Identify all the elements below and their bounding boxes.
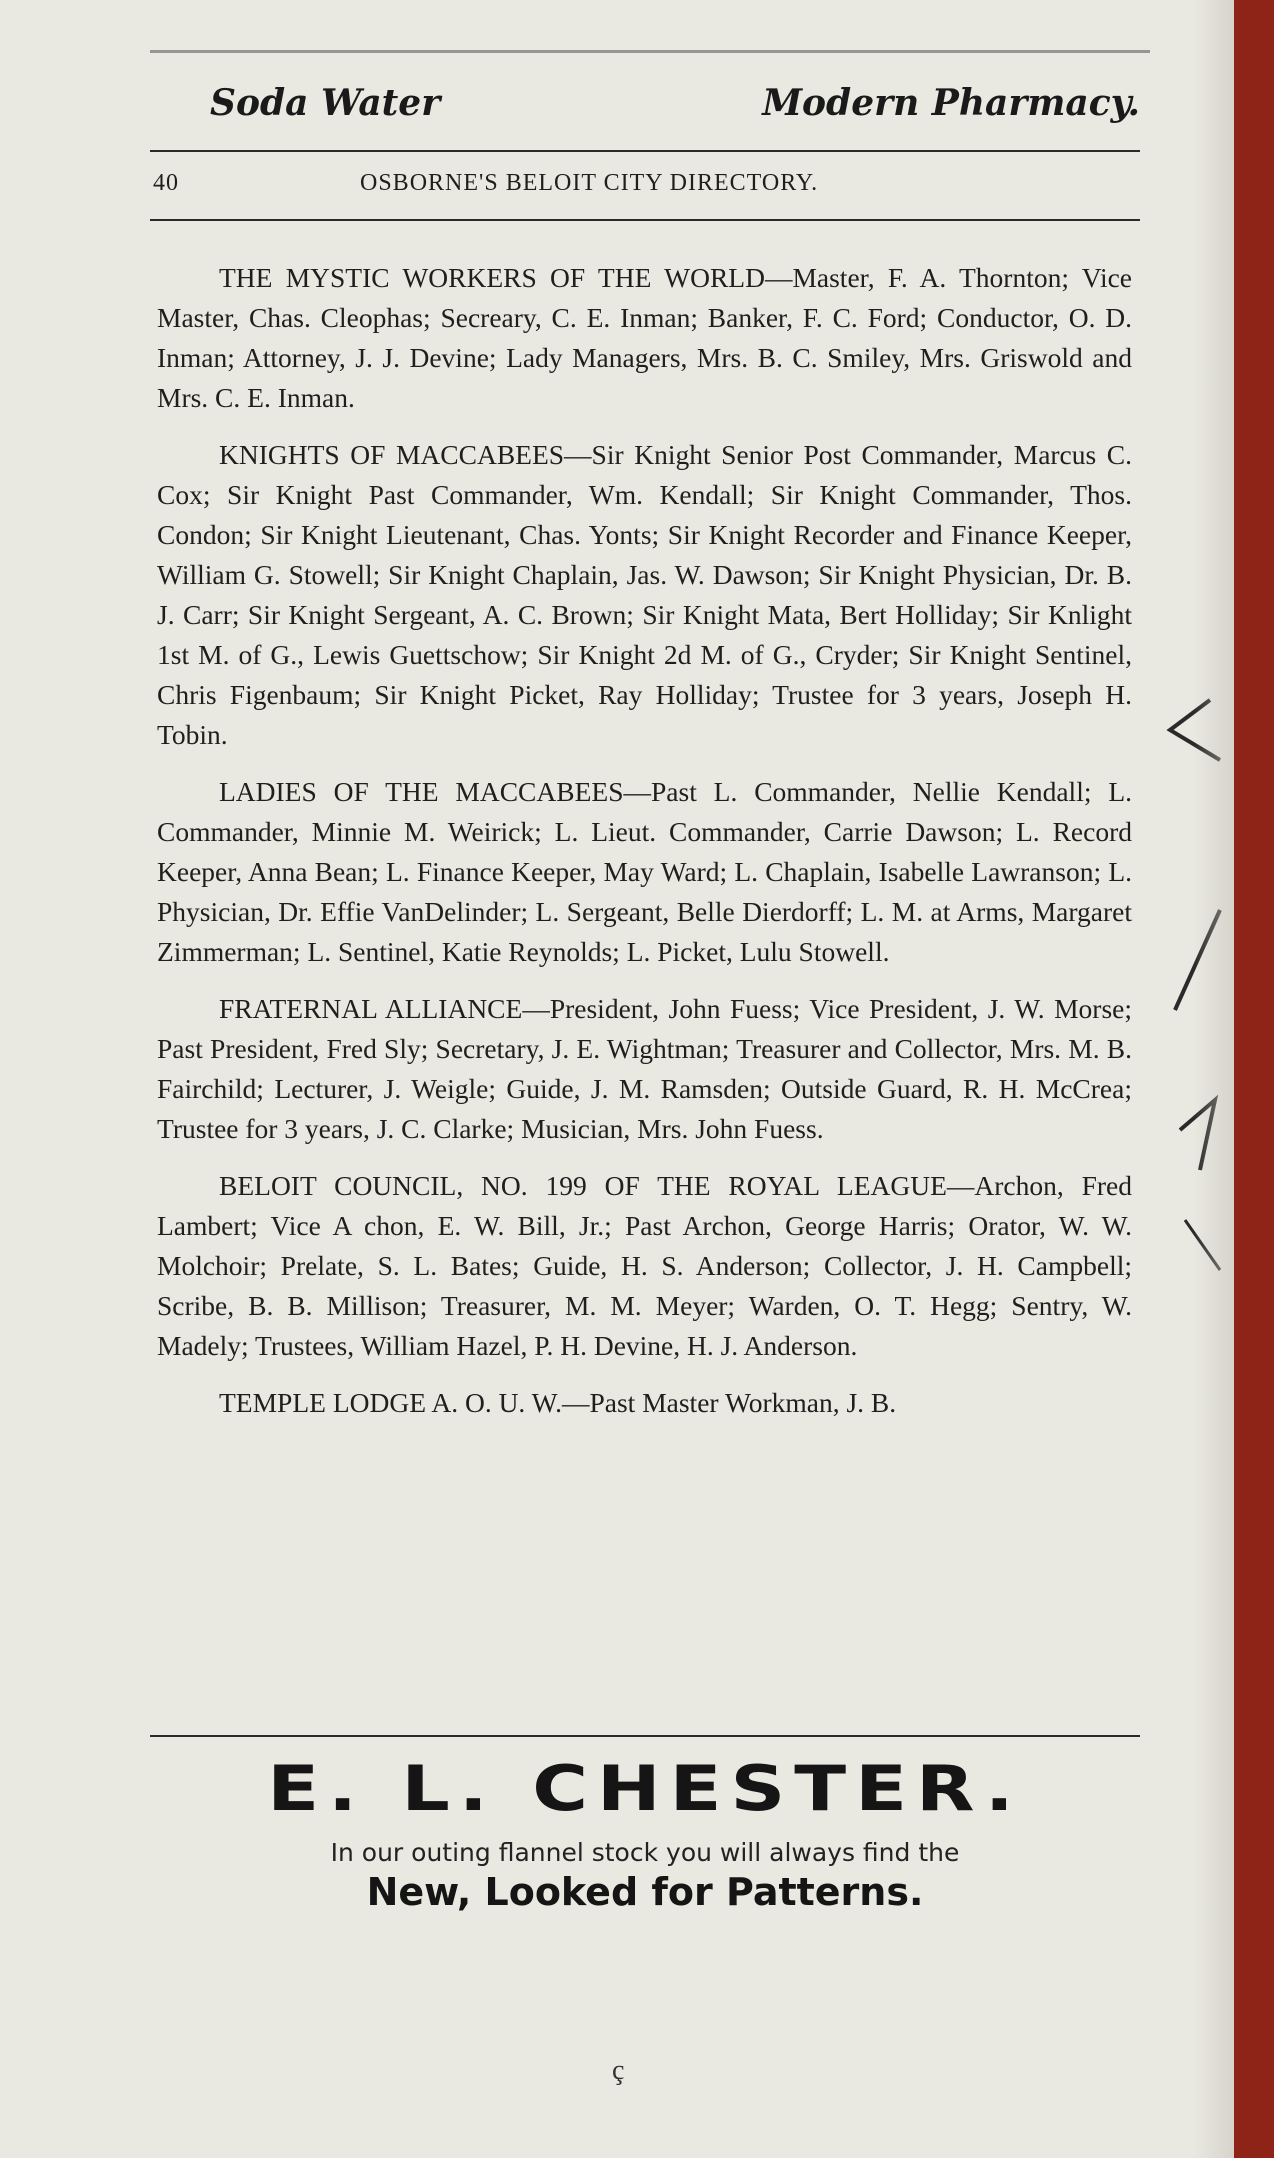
entry-mystic-workers: THE MYSTIC WORKERS OF THE WORLD—Master, F. A. Thornton; Vice Master, Chas. Cleophas; Secreary, C. E. Inman; Banker, F. C. Ford; Conductor, O. D. Inman; Attorney, J. J. Devine; Lady Managers, Mrs. B. C. Smiley, Mrs. Griswold and Mrs. C. E. Inman. <box>157 262 1132 413</box>
directory-body <box>157 258 1132 1440</box>
ad-header-left: Soda Water <box>210 82 441 124</box>
ad-header <box>150 82 1140 132</box>
entry-knights-of-maccabees: KNIGHTS OF MACCABEES—Sir Knight Senior Post Commander, Marcus C. Cox; Sir Knight Past Commander, Wm. Kendall; Sir Knight Commander, Thos. Condon; Sir Knight Lieutenant, Chas. Yonts; Sir Knight Recorder and Finance Keeper, William G. Stowell; Sir Knight Chaplain, Jas. W. Dawson; Sir Knight Physician, Dr. B. J. Carr; Sir Knight Sergeant, A. C. Brown; Sir Knight Mata, Bert Holliday; Sir Knlight 1st M. of G., Lewis Guettschow; Sir Knight 2d M. of G., Cryder; Sir Knight Sentinel, Chris Figenbaum; Sir Knight Picket, Ray Holliday; Trustee for 3 years, Joseph H. Tobin. <box>157 439 1132 750</box>
page-number: 40 <box>153 170 179 196</box>
advertisement-line-1: In our outing flannel stock you will always find the <box>330 1838 960 1867</box>
header-rule-top <box>150 150 1140 152</box>
header-rule-bottom <box>150 219 1140 221</box>
entry-temple-lodge: TEMPLE LODGE A. O. U. W.—Past Master Workman, J. B. <box>219 1387 897 1418</box>
running-head <box>150 170 1140 204</box>
entry-ladies-of-maccabees: LADIES OF THE MACCABEES—Past L. Commander, Nellie Kendall; L. Commander, Minnie M. Weirick; L. Lieut. Commander, Carrie Dawson; L. Record Keeper, Anna Bean; L. Finance Keeper, May Ward; L. Chaplain, Isabelle Lawranson; L. Physician, Dr. Effie VanDelinder; L. Sergeant, Belle Dierdorff; L. M. at Arms, Margaret Zimmerman; L. Sentinel, Katie Reynolds; L. Picket, Lulu Stowell. <box>157 776 1132 967</box>
ad-header-right: Modern Pharmacy. <box>762 82 1140 124</box>
margin-sketch-icon <box>1160 650 1230 1350</box>
top-cropped-ad-strip <box>150 50 1150 59</box>
directory-title: OSBORNE'S BELOIT CITY DIRECTORY. <box>360 170 819 196</box>
ad-separator-rule <box>150 1735 1140 1737</box>
advertisement-line-2: New, Looked for Patterns. <box>366 1870 924 1914</box>
advertiser-name: E. L. CHESTER. <box>267 1752 1023 1825</box>
entry-royal-league: BELOIT COUNCIL, NO. 199 OF THE ROYAL LEAGUE—Archon, Fred Lambert; Vice A chon, E. W. Bill, Jr.; Past Archon, George Harris; Orator, W. W. Molchoir; Prelate, S. L. Bates; Guide, H. S. Anderson; Collector, J. H. Campbell; Scribe, B. B. Millison; Treasurer, M. M. Meyer; Warden, O. T. Hegg; Sentry, W. Madely; Trustees, William Hazel, P. H. Devine, H. J. Anderson. <box>157 1170 1132 1361</box>
bottom-printer-mark: ç <box>612 2055 625 2086</box>
entry-fraternal-alliance: FRATERNAL ALLIANCE—President, John Fuess; Vice President, J. W. Morse; Past President, Fred Sly; Secretary, J. E. Wightman; Treasurer and Collector, Mrs. M. B. Fairchild; Lecturer, J. Weigle; Guide, J. M. Ramsden; Outside Guard, R. H. McCrea; Trustee for 3 years, J. C. Clarke; Musician, Mrs. John Fuess. <box>157 993 1132 1144</box>
